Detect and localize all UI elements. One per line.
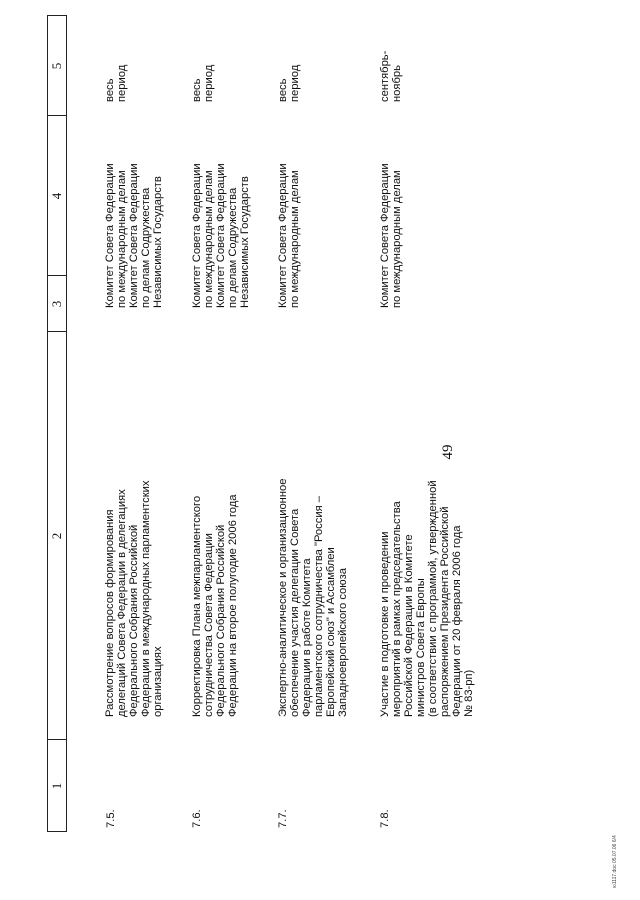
row-period: весь период bbox=[104, 64, 128, 102]
row-responsible: Комитет Совета Федерации по международным делам bbox=[379, 163, 403, 308]
row-responsible: Комитет Совета Федерации по международным делам bbox=[277, 163, 301, 308]
row-item-text: Участие в подготовке и проведении мероприятий в рамках председательства Российской Федерации в Комитете министров Совета Европы (в соответствии с программой, утвержденной распоряжением Президента Российской Федерации от 20 февраля 2006 года № 83-рп) bbox=[379, 480, 475, 717]
header-col-5: 5 bbox=[49, 62, 64, 70]
header-col-2: 2 bbox=[49, 532, 64, 540]
row-number: 7.8. bbox=[379, 809, 391, 828]
row-period: весь период bbox=[277, 64, 301, 102]
header-col-3: 3 bbox=[49, 300, 64, 308]
row-responsible: Комитет Совета Федерации по международным делам Комитет Совета Федерации по делам Содружества Независимых Государств bbox=[104, 163, 164, 308]
row-number: 7.5. bbox=[105, 809, 117, 828]
row-period: сентябрь- ноябрь bbox=[379, 50, 403, 102]
row-item-text: Рассмотрение вопросов формирования делегаций Совета Федерации в делегациях Федерального Собрания Российской Федерации в международных парламентских организациях bbox=[104, 480, 164, 717]
row-number: 7.6. bbox=[191, 809, 203, 828]
row-period: весь период bbox=[191, 64, 215, 102]
row-responsible: Комитет Совета Федерации по международным делам Комитет Совета Федерации по делам Содружества Независимых Государств bbox=[191, 163, 251, 308]
row-number: 7.7. bbox=[277, 809, 289, 828]
header-col-4: 4 bbox=[49, 192, 64, 200]
footer-file-code: ю1117.doc 05.07.06 6/4 bbox=[612, 835, 618, 888]
row-item-text: Экспертно-аналитическое и организационное обеспечение участия делегации Совета Федерации в работе Комитета парламентского сотрудничества "Россия – Европейский союз" и Ассамблеи Западноевропейского союза bbox=[277, 478, 349, 717]
header-bottom-border bbox=[66, 16, 67, 832]
header-col-1: 1 bbox=[49, 782, 64, 790]
row-item-text: Корректировка Плана межпарламентского сотрудничества Совета Федерации Федерального Собрания Российской Федерации на второе полугодие 2006 года bbox=[191, 494, 239, 717]
page-number: 49 bbox=[440, 444, 456, 460]
